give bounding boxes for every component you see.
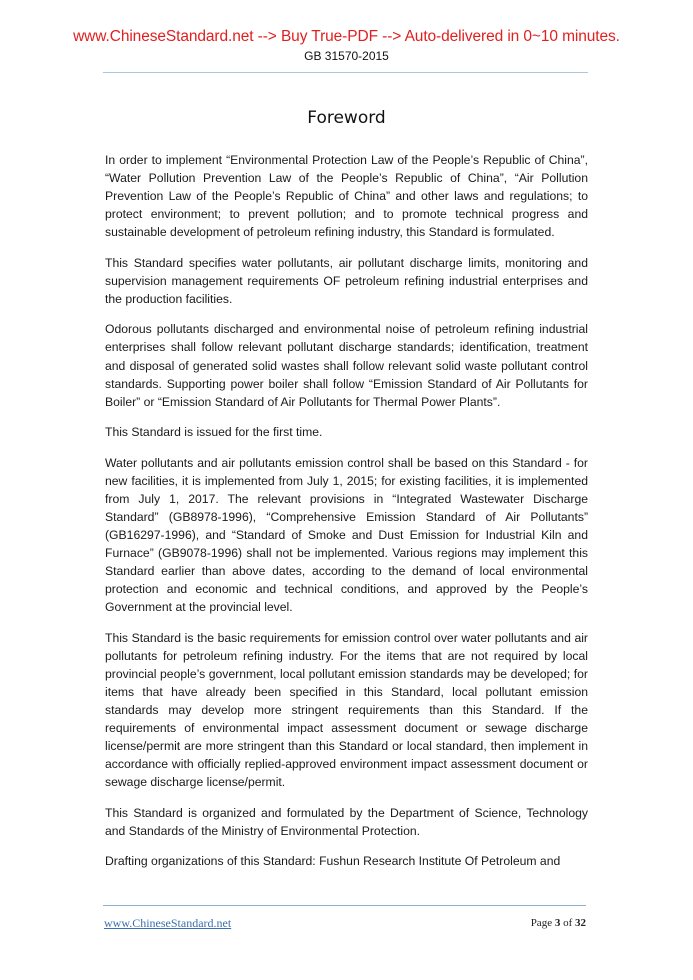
page-title: Foreword [307,108,386,128]
paragraph: In order to implement “Environmental Protection Law of the People’s Republic of China”, “Water Pollution Prevention Law of the People’s Republic of China”, “Air Pollution Prevention Law of the People’s Republic of China” and other laws and regulations; to protect environment; to prevent pollution; and to promote technical progress and sustainable development of petroleum refining industry, this Standard is formulated. [105,153,588,240]
paragraph: Drafting organizations of this Standard: Fushun Research Institute Of Petroleum and [105,854,561,869]
paragraph: Odorous pollutants discharged and environmental noise of petroleum refining industrial enterprises shall follow relevant pollutant discharge standards; identification, treatment and disposal of generated solid wastes shall follow relevant solid waste pollutant control standards. Supporting power boiler shall follow “Emission Standard of Air Pollutants for Boiler” or “Emission Standard of Air Pollutants for Thermal Power Plants”. [105,322,588,409]
paragraph: This Standard is organized and formulated by the Department of Science, Technology and Standards of the Ministry of Environmental Protection. [105,805,588,838]
paragraph: This Standard is issued for the first time. [105,425,323,440]
paragraph: Water pollutants and air pollutants emission control shall be based on this Standard - for new facilities, it is implemented from July 1, 2015; for existing facilities, it is implemented from July 1, 2017. The relevant provisions in “Integrated Wastewater Discharge Standard” (GB8978-1996), “Comprehensive Emission Standard of Air Pollutants” (GB16297-1996), and “Standard of Smoke and Dust Emission for Industrial Kiln and Furnace” (GB9078-1996) shall not be implemented. Various regions may implement this Standard earlier than above dates, according to the demand of local environmental protection and economic and technical conditions, and approved by the People’s Government at the provincial level. [105,455,588,615]
document-number: GB 31570-2015 [304,49,389,63]
page-prefix: Page [530,917,555,929]
header-divider [103,72,588,73]
paragraph: This Standard is the basic requirements for emission control over water pollutants and air pollutants for petroleum refining industry. For the items that are not required by local provincial people’s government, local pollutant emission standards may be developed; for items that have already been specified in this Standard, local pollutant emission standards may develop more stringent requirements than this Standard. If the requirements of environmental impact assessment document or sewage discharge license/permit are more stringent than this Standard or local standard, then implement in accordance with officially replied-approved environment impact assessment document or sewage discharge license/permit. [105,630,588,790]
page-number [531,917,586,929]
page-separator: of [560,917,575,929]
document-body [105,151,588,883]
page-total: 32 [575,917,586,929]
page-current: 3 [554,917,561,929]
promo-banner: www.ChineseStandard.net --> Buy True-PDF --> Auto-delivered in 0~10 minutes. [73,28,620,45]
footer-divider [103,905,586,906]
paragraph: This Standard specifies water pollutants, air pollutant discharge limits, monitoring and supervision management requirements OF petroleum refining industrial enterprises and the production facilities. [105,255,588,306]
footer-website-link[interactable]: www.ChineseStandard.net [104,916,232,930]
